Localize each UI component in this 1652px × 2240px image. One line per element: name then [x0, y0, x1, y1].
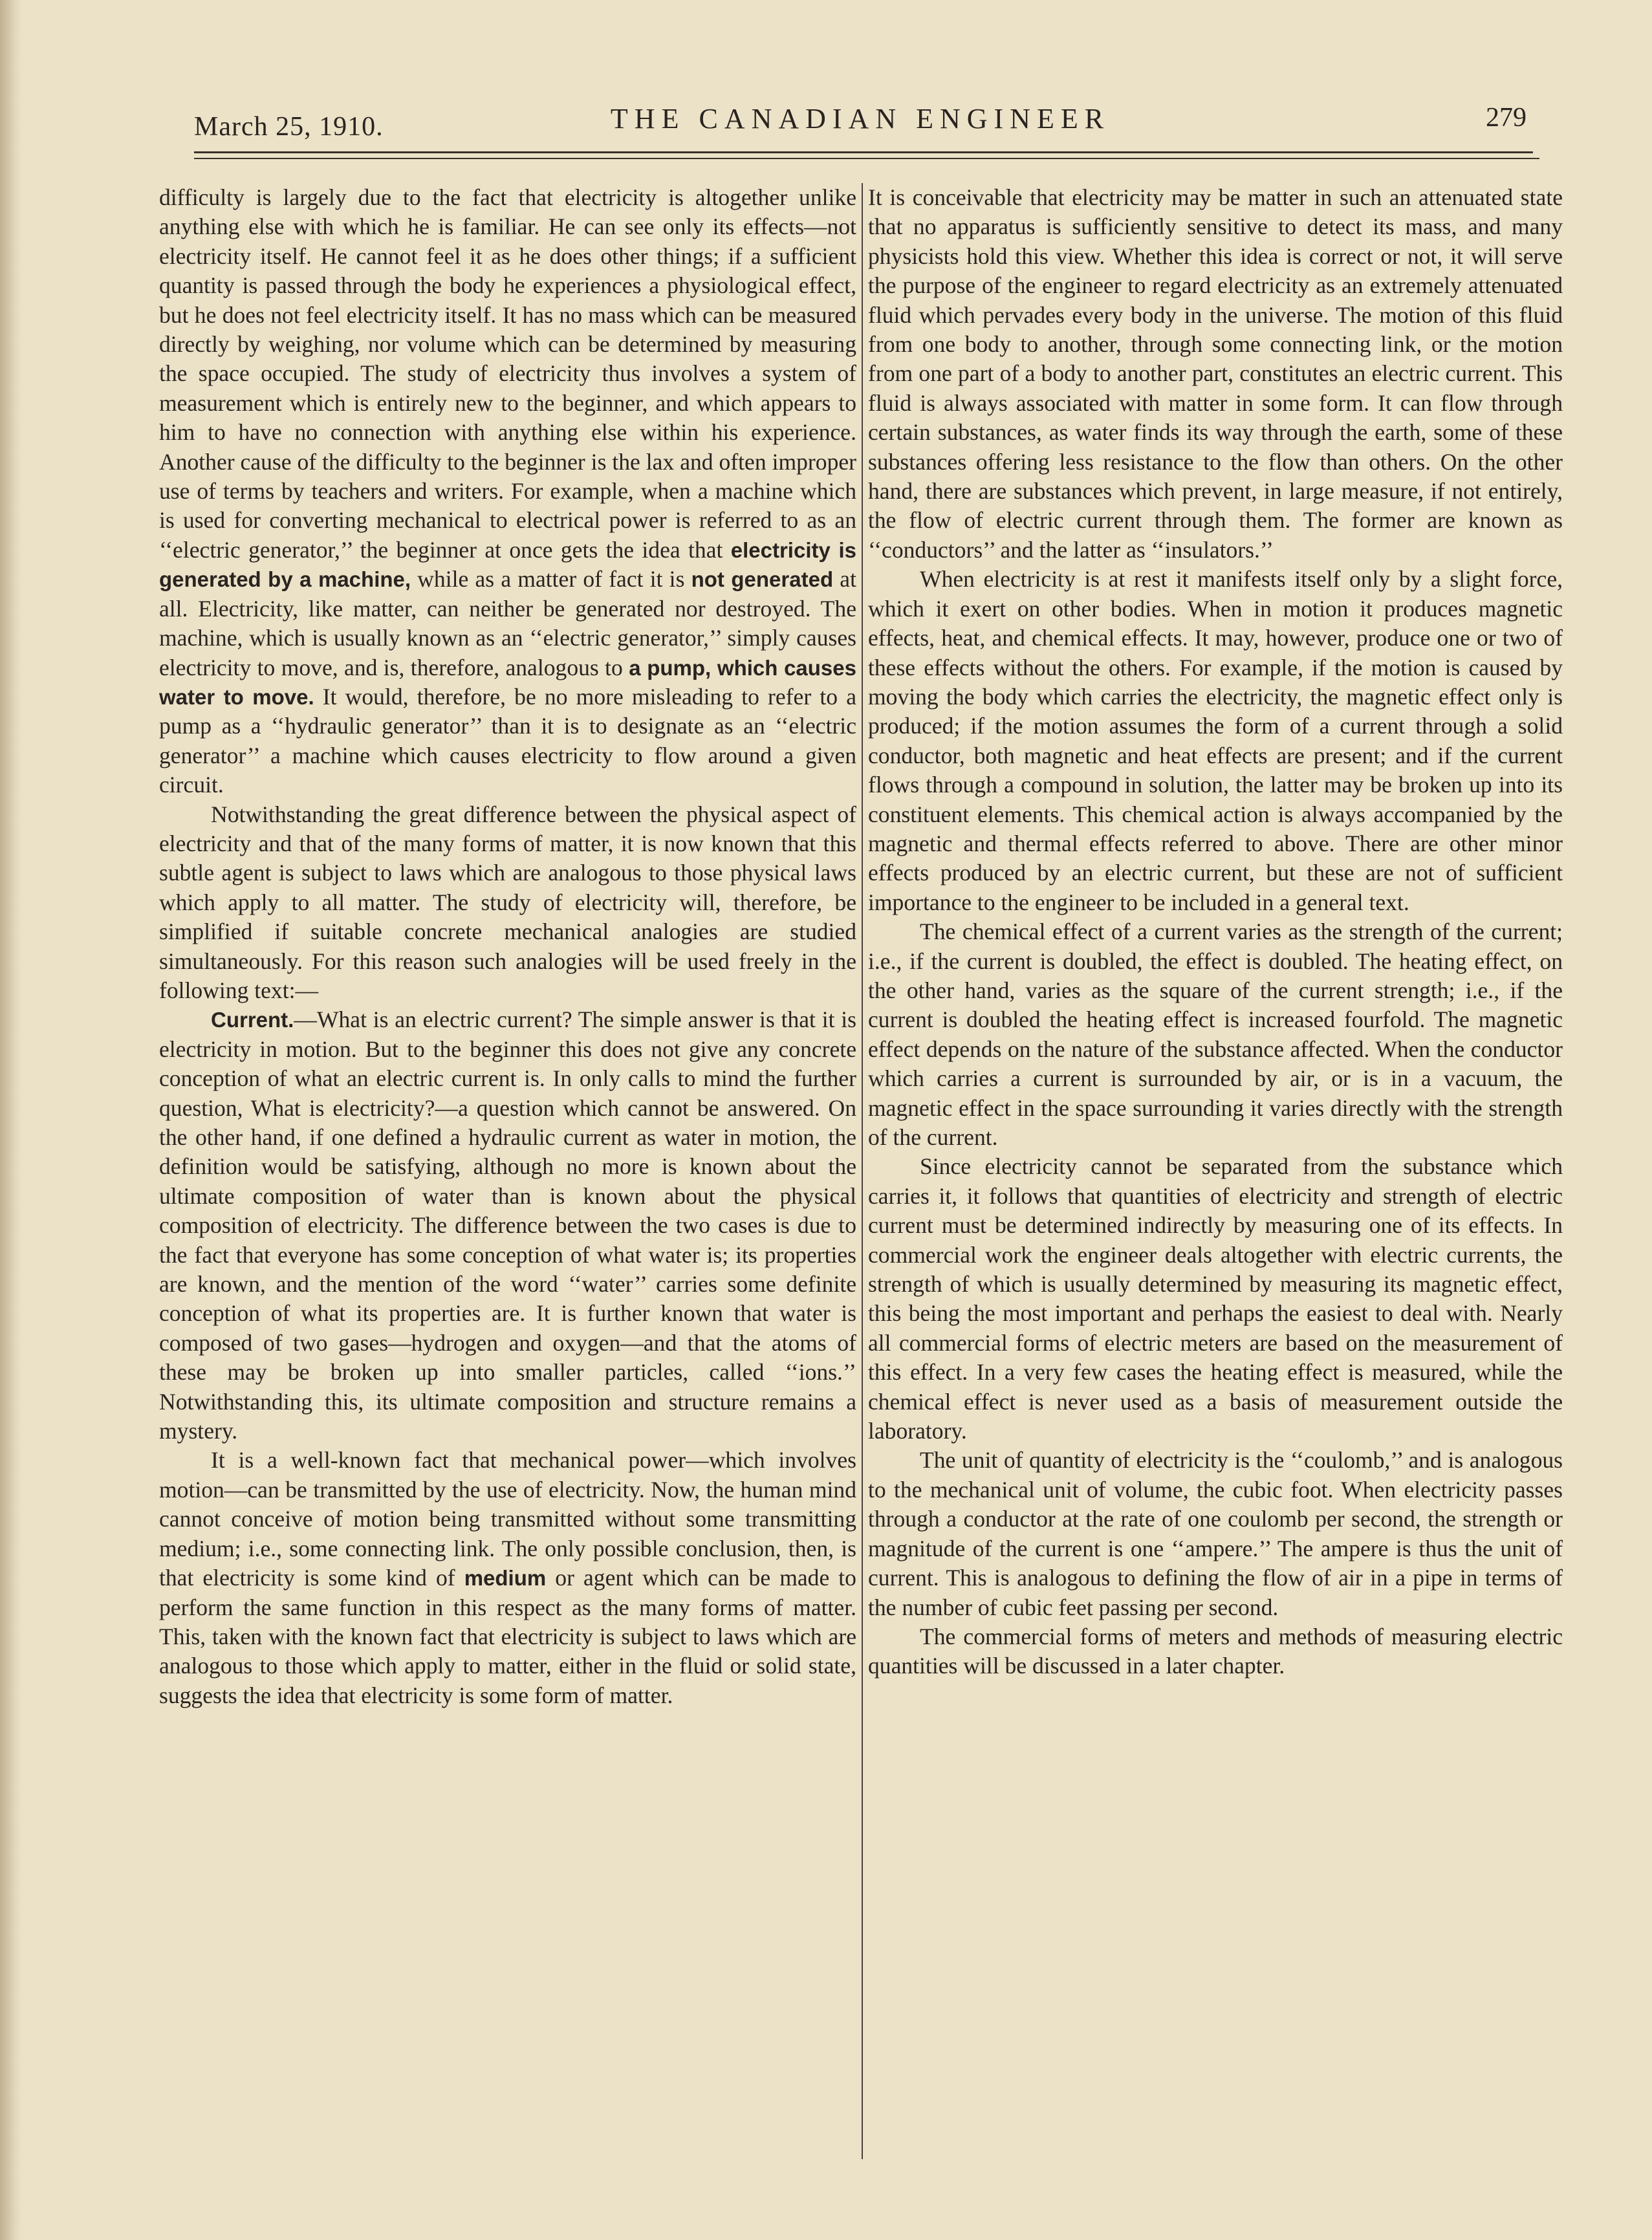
- bold-phrase: medium: [464, 1566, 547, 1591]
- section-heading: Current.: [211, 1008, 294, 1032]
- paragraph: The unit of quantity of electricity is the ‘‘coulomb,’’ and is analogous to the mechanical unit of volume, the cubic foot. When electricity passes through a conductor at the rate of one coulomb per second, the strength or magnitude of the current is one ‘‘ampere.’’ The ampere is thus the unit of current. This is analogous to defining the flow of air in a pipe in terms of the number of cubic feet passing per second.: [868, 1447, 1563, 1620]
- paragraph: Since electricity cannot be separated from the substance which carries it, it follows that quantities of electricity and strength of electric current must be determined indirectly by measuring one of its effects. In commercial work the engineer deals altogether with electric currents, the strength of which is usually determined by measuring its magnetic effect, this being the most important and perhaps the easiest to deal with. Nearly all commercial forms of electric meters are based on the measurement of this effect. In a very few cases the heating effect is measured, while the chemical effect is never used as a basis of measurement outside the laboratory.: [868, 1153, 1563, 1444]
- header-rule-bottom: [194, 158, 1539, 159]
- page-number: 279: [1486, 103, 1527, 133]
- paragraph: It is conceivable that electricity may be matter in such an attenuated state that no apparatus is sufficiently sensitive to detect its mass, and many physicists hold this view. Whether this idea is correct or not, it will serve the purpose of the engineer to regard electricity as an extremely attenuated fluid which pervades every body in the universe. The motion of this fluid from one body to another, through some connecting link, or the motion from one part of a body to another part, constitutes an electric current. This fluid is always associated with matter in some form. It can flow through certain substances, as water finds its way through the earth, some of these substances offering less resistance to the flow than others. On the other hand, there are substances which prevent, in large measure, if not entirely, the flow of electric current through them. The former are known as ‘‘conductors’’ and the latter as ‘‘insulators.’’: [868, 184, 1563, 563]
- bold-phrase: not generated: [691, 567, 834, 592]
- header-rule-top: [194, 151, 1533, 153]
- paragraph: Current.—What is an electric current? The simple answer is that it is electricity in motion. But to the beginner this does not give any concrete conception of what an electric current is. In only calls to mind the further question, What is electricity?—a question which cannot be answered. On the other hand, if one defined a hydraulic current as water in motion, the definition would be satisfying, although no more is known about the ultimate composition of water than is known about the physical composition of electricity. The difference between the two cases is due to the fact that everyone has some conception of what water is; its properties are known, and the mention of the word ‘‘water’’ carries some definite conception of what its properties are. It is further known that water is composed of two gases—hydrogen and oxygen—and that the atoms of these may be broken up into smaller particles, called ‘‘ions.’’ Notwithstanding this, its ultimate composition and structure remains a mystery.: [159, 1006, 856, 1444]
- page-header: [188, 97, 1533, 149]
- bold-phrase: a pump, which causes water to move.: [159, 655, 856, 709]
- paragraph: The chemical effect of a current varies as the strength of the current; i.e., if the current is doubled, the effect is doubled. The heating effect, on the other hand, varies as the square of the current strength; i.e., if the current is doubled the heating effect is increased fourfold. The magnetic effect depends on the nature of the substance affected. When the conductor which carries a current is surrounded by air, or is in a vacuum, the magnetic effect in the space surrounding it varies directly with the strength of the current.: [868, 919, 1563, 1150]
- paragraph: Notwithstanding the great difference between the physical aspect of electricity and that of the many forms of matter, it is now known that this subtle agent is subject to laws which are analogous to those physical laws which apply to all matter. The study of electricity will, therefore, be simplified if suitable concrete mechanical analogies are studied simultaneously. For this reason such analogies will be used freely in the following text:—: [159, 801, 856, 1003]
- paragraph: The commercial forms of meters and methods of measuring electric quantities will be discussed in a later chapter.: [868, 1623, 1563, 1679]
- issue-date: March 25, 1910.: [194, 112, 384, 142]
- paragraph: When electricity is at rest it manifests itself only by a slight force, which it exert on other bodies. When in motion it produces magnetic effects, heat, and chemical effects. It may, however, produce one or two of these effects without the others. For example, if the motion is caused by moving the body which carries the electricity, the magnetic effect only is produced; if the motion assumes the form of a current through a solid conductor, both magnetic and heat effects are present; and if the current flows through a compound in solution, the latter may be broken up into its constituent elements. This chemical action is always accompanied by the magnetic and thermal effects referred to above. There are other minor effects produced by an electric current, but these are not of sufficient importance to the engineer to be included in a general text.: [868, 566, 1563, 915]
- page-binding-edge: [0, 0, 22, 2240]
- column-divider: [862, 183, 863, 2159]
- paragraph: difficulty is largely due to the fact that electricity is altogether unlike anything else with which he is familiar. He can see only its effects—not electricity itself. He cannot feel it as he does other things; if a sufficient quantity is passed through the body he experiences a physiological effect, but he does not feel electricity itself. It has no mass which can be measured directly by weighing, nor volume which can be determined by measuring the space occupied. The study of electricity thus involves a system of measurement which is entirely new to the beginner, and which appears to him to have no connection with anything else within his experience. Another cause of the difficulty to the beginner is the lax and often improper use of terms by teachers and writers. For example, when a machine which is used for converting mechanical to electrical power is referred to as an ‘‘electric generator,’’ the beginner at once gets the idea that electricity is generated by a machine, while as a matter of fact it is not generated at all. Electricity, like matter, can neither be generated nor destroyed. The machine, which is usually known as an ‘‘electric generator,’’ simply causes electricity to move, and is, therefore, analogous to a pump, which causes water to move. It would, therefore, be no more misleading to refer to a pump as a ‘‘hydraulic generator’’ than it is to designate as an ‘‘electric generator’’ a machine which causes electricity to flow around a given circuit.: [159, 184, 857, 798]
- paragraph: It is a well-known fact that mechanical power—which involves motion—can be transmitted by the use of electricity. Now, the human mind cannot conceive of motion being transmitted without some transmitting medium; i.e., some connecting link. The only possible conclusion, then, is that electricity is some kind of medium or agent which can be made to perform the same function in this respect as the many forms of matter. This, taken with the known fact that electricity is subject to laws which are analogous to those which apply to matter, either in the fluid or solid state, suggests the idea that electricity is some form of matter.: [159, 1447, 856, 1708]
- right-column: [868, 183, 1563, 1681]
- left-column: [159, 183, 856, 1710]
- bold-phrase: electricity is generated by a machine,: [159, 538, 857, 592]
- journal-title: THE CANADIAN ENGINEER: [610, 103, 1111, 135]
